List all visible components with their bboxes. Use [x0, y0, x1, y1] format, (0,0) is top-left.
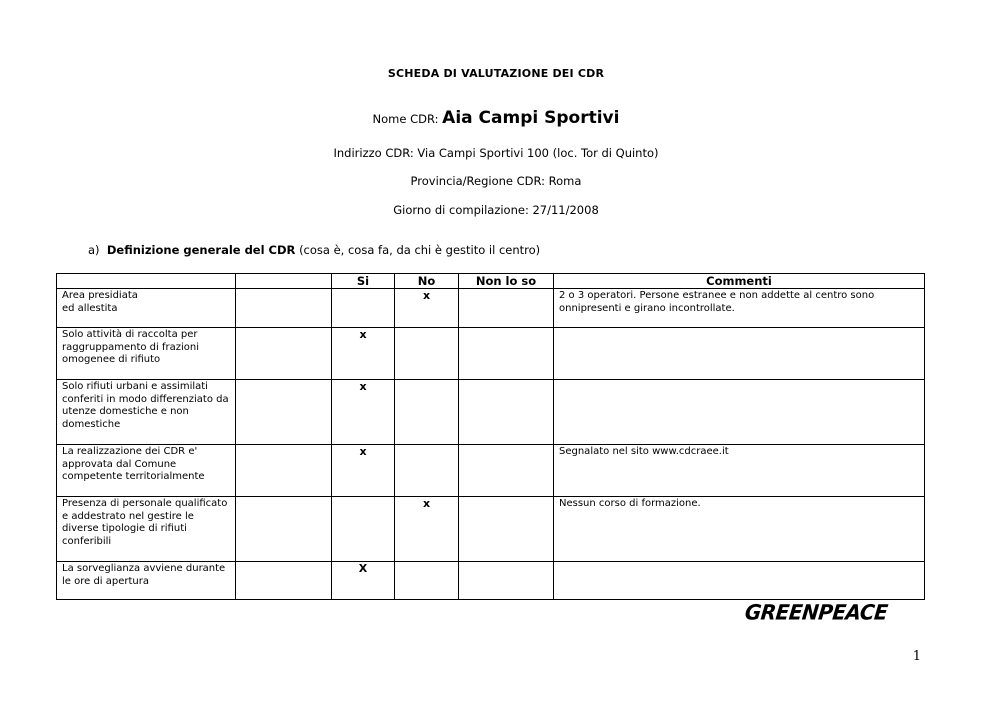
blank-cell — [236, 497, 332, 562]
si-cell: x — [332, 380, 395, 445]
criterion-cell: Area presidiata ed allestita — [57, 289, 236, 328]
no-cell — [395, 562, 459, 600]
section-title: Definizione generale del CDR — [106, 243, 296, 257]
non-lo-so-cell — [459, 328, 554, 380]
table-row — [57, 328, 925, 380]
table-header-row — [57, 274, 925, 289]
header-blank — [236, 274, 332, 289]
comment-cell: Nessun corso di formazione. — [554, 497, 925, 562]
table-row — [57, 497, 925, 562]
blank-cell — [236, 289, 332, 328]
table-row — [57, 562, 925, 600]
table-row — [57, 289, 925, 328]
si-cell: x — [332, 445, 395, 497]
no-cell — [395, 380, 459, 445]
criterion-cell: Solo attività di raccolta per raggruppamento di frazioni omogenee di rifiuto — [57, 328, 236, 380]
non-lo-so-cell — [459, 380, 554, 445]
non-lo-so-cell — [459, 562, 554, 600]
section-heading — [88, 243, 540, 257]
no-cell: x — [395, 289, 459, 328]
blank-cell — [236, 328, 332, 380]
table-row — [57, 380, 925, 445]
provincia-line: Provincia/Regione CDR: Roma — [410, 174, 582, 188]
non-lo-so-cell — [459, 289, 554, 328]
no-cell: x — [395, 497, 459, 562]
header-non-lo-so: Non lo so — [459, 274, 554, 289]
giorno-line: Giorno di compilazione: 27/11/2008 — [393, 203, 599, 217]
comment-cell: 2 o 3 operatori. Persone estranee e non addette al centro sono onnipresenti e girano incontrollate. — [554, 289, 925, 328]
comment-cell — [554, 380, 925, 445]
si-cell — [332, 497, 395, 562]
evaluation-table — [56, 273, 925, 600]
si-cell — [332, 289, 395, 328]
blank-cell — [236, 445, 332, 497]
no-cell — [395, 445, 459, 497]
table-row — [57, 445, 925, 497]
greenpeace-logo: GREENPEACE — [743, 599, 889, 625]
header-commenti: Commenti — [554, 274, 925, 289]
header-no: No — [395, 274, 459, 289]
header-si: Si — [332, 274, 395, 289]
si-cell: X — [332, 562, 395, 600]
blank-cell — [236, 562, 332, 600]
nome-cdr-label: Nome CDR: — [372, 112, 439, 126]
criterion-cell: Solo rifiuti urbani e assimilati conferiti in modo differenziato da utenze domestiche e non domestiche — [57, 380, 236, 445]
section-prefix: a) — [88, 243, 100, 257]
non-lo-so-cell — [459, 497, 554, 562]
criterion-cell: La realizzazione dei CDR e' approvata dal Comune competente territorialmente — [57, 445, 236, 497]
section-subtitle: (cosa è, cosa fa, da chi è gestito il centro) — [299, 243, 541, 257]
non-lo-so-cell — [459, 445, 554, 497]
document-title: SCHEDA DI VALUTAZIONE DEI CDR — [387, 67, 605, 80]
indirizzo-line: Indirizzo CDR: Via Campi Sportivi 100 (loc. Tor di Quinto) — [333, 146, 659, 160]
comment-cell — [554, 562, 925, 600]
nome-cdr-line — [0, 108, 992, 128]
comment-cell: Segnalato nel sito www.cdcraee.it — [554, 445, 925, 497]
page-number: 1 — [912, 649, 921, 664]
criterion-cell: Presenza di personale qualificato e addestrato nel gestire le diverse tipologie di rifiuti conferibili — [57, 497, 236, 562]
nome-cdr-value: Aia Campi Sportivi — [442, 108, 620, 128]
comment-cell — [554, 328, 925, 380]
no-cell — [395, 328, 459, 380]
header-criterion — [57, 274, 236, 289]
criterion-cell: La sorveglianza avviene durante le ore di apertura — [57, 562, 236, 600]
blank-cell — [236, 380, 332, 445]
si-cell: x — [332, 328, 395, 380]
